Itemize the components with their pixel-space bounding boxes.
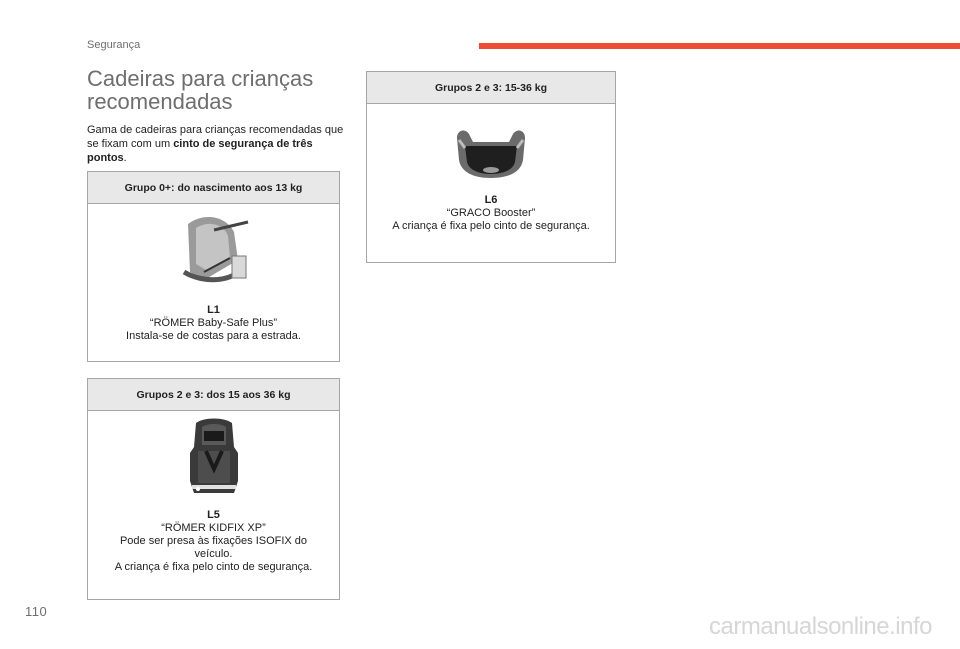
- booster-seat-backrest-icon: [184, 417, 244, 497]
- section-accent-bar: [479, 43, 960, 49]
- seat-card-group23-kidfix: [87, 378, 340, 600]
- intro-text: Gama de cadeiras para crianças recomendadas que se fixam com um: [87, 124, 344, 150]
- watermark: carmanualsonline.info: [709, 613, 932, 640]
- seat-description: Instala-se de costas para a estrada.: [126, 330, 301, 342]
- card-header: Grupos 2 e 3: dos 15 aos 36 kg: [88, 379, 339, 411]
- section-label: Segurança: [87, 39, 141, 51]
- infant-carrier-icon: [174, 210, 254, 290]
- seat-code: L5: [207, 509, 220, 521]
- card-header: Grupos 2 e 3: 15-36 kg: [367, 72, 615, 104]
- seat-description: Pode ser presa às fixações ISOFIX do veículo.: [119, 535, 308, 560]
- seat-description: A criança é fixa pelo cinto de segurança.: [392, 220, 590, 232]
- seat-code: L1: [207, 304, 220, 316]
- page-title: Cadeiras para crianças recomendadas: [87, 66, 314, 114]
- seat-description-2: A criança é fixa pelo cinto de segurança.: [114, 561, 313, 573]
- seat-name: “GRACO Booster”: [446, 207, 536, 219]
- page-number: 110: [25, 604, 48, 619]
- intro-bold-text: cinto de segurança de três pontos: [87, 138, 313, 164]
- seat-name: “RÖMER Baby-Safe Plus”: [149, 317, 278, 329]
- seat-code: L6: [484, 194, 498, 206]
- seat-card-group23-booster: [366, 71, 616, 263]
- card-body: [88, 210, 339, 343]
- seat-card-group0: [87, 171, 340, 362]
- card-body: [367, 120, 615, 233]
- card-body: [88, 417, 339, 574]
- intro-text-end: .: [123, 152, 127, 164]
- booster-cushion-icon: [451, 120, 531, 184]
- intro-paragraph: [87, 123, 347, 165]
- card-header: Grupo 0+: do nascimento aos 13 kg: [88, 172, 339, 204]
- seat-name: “RÖMER KIDFIX XP”: [161, 522, 266, 534]
